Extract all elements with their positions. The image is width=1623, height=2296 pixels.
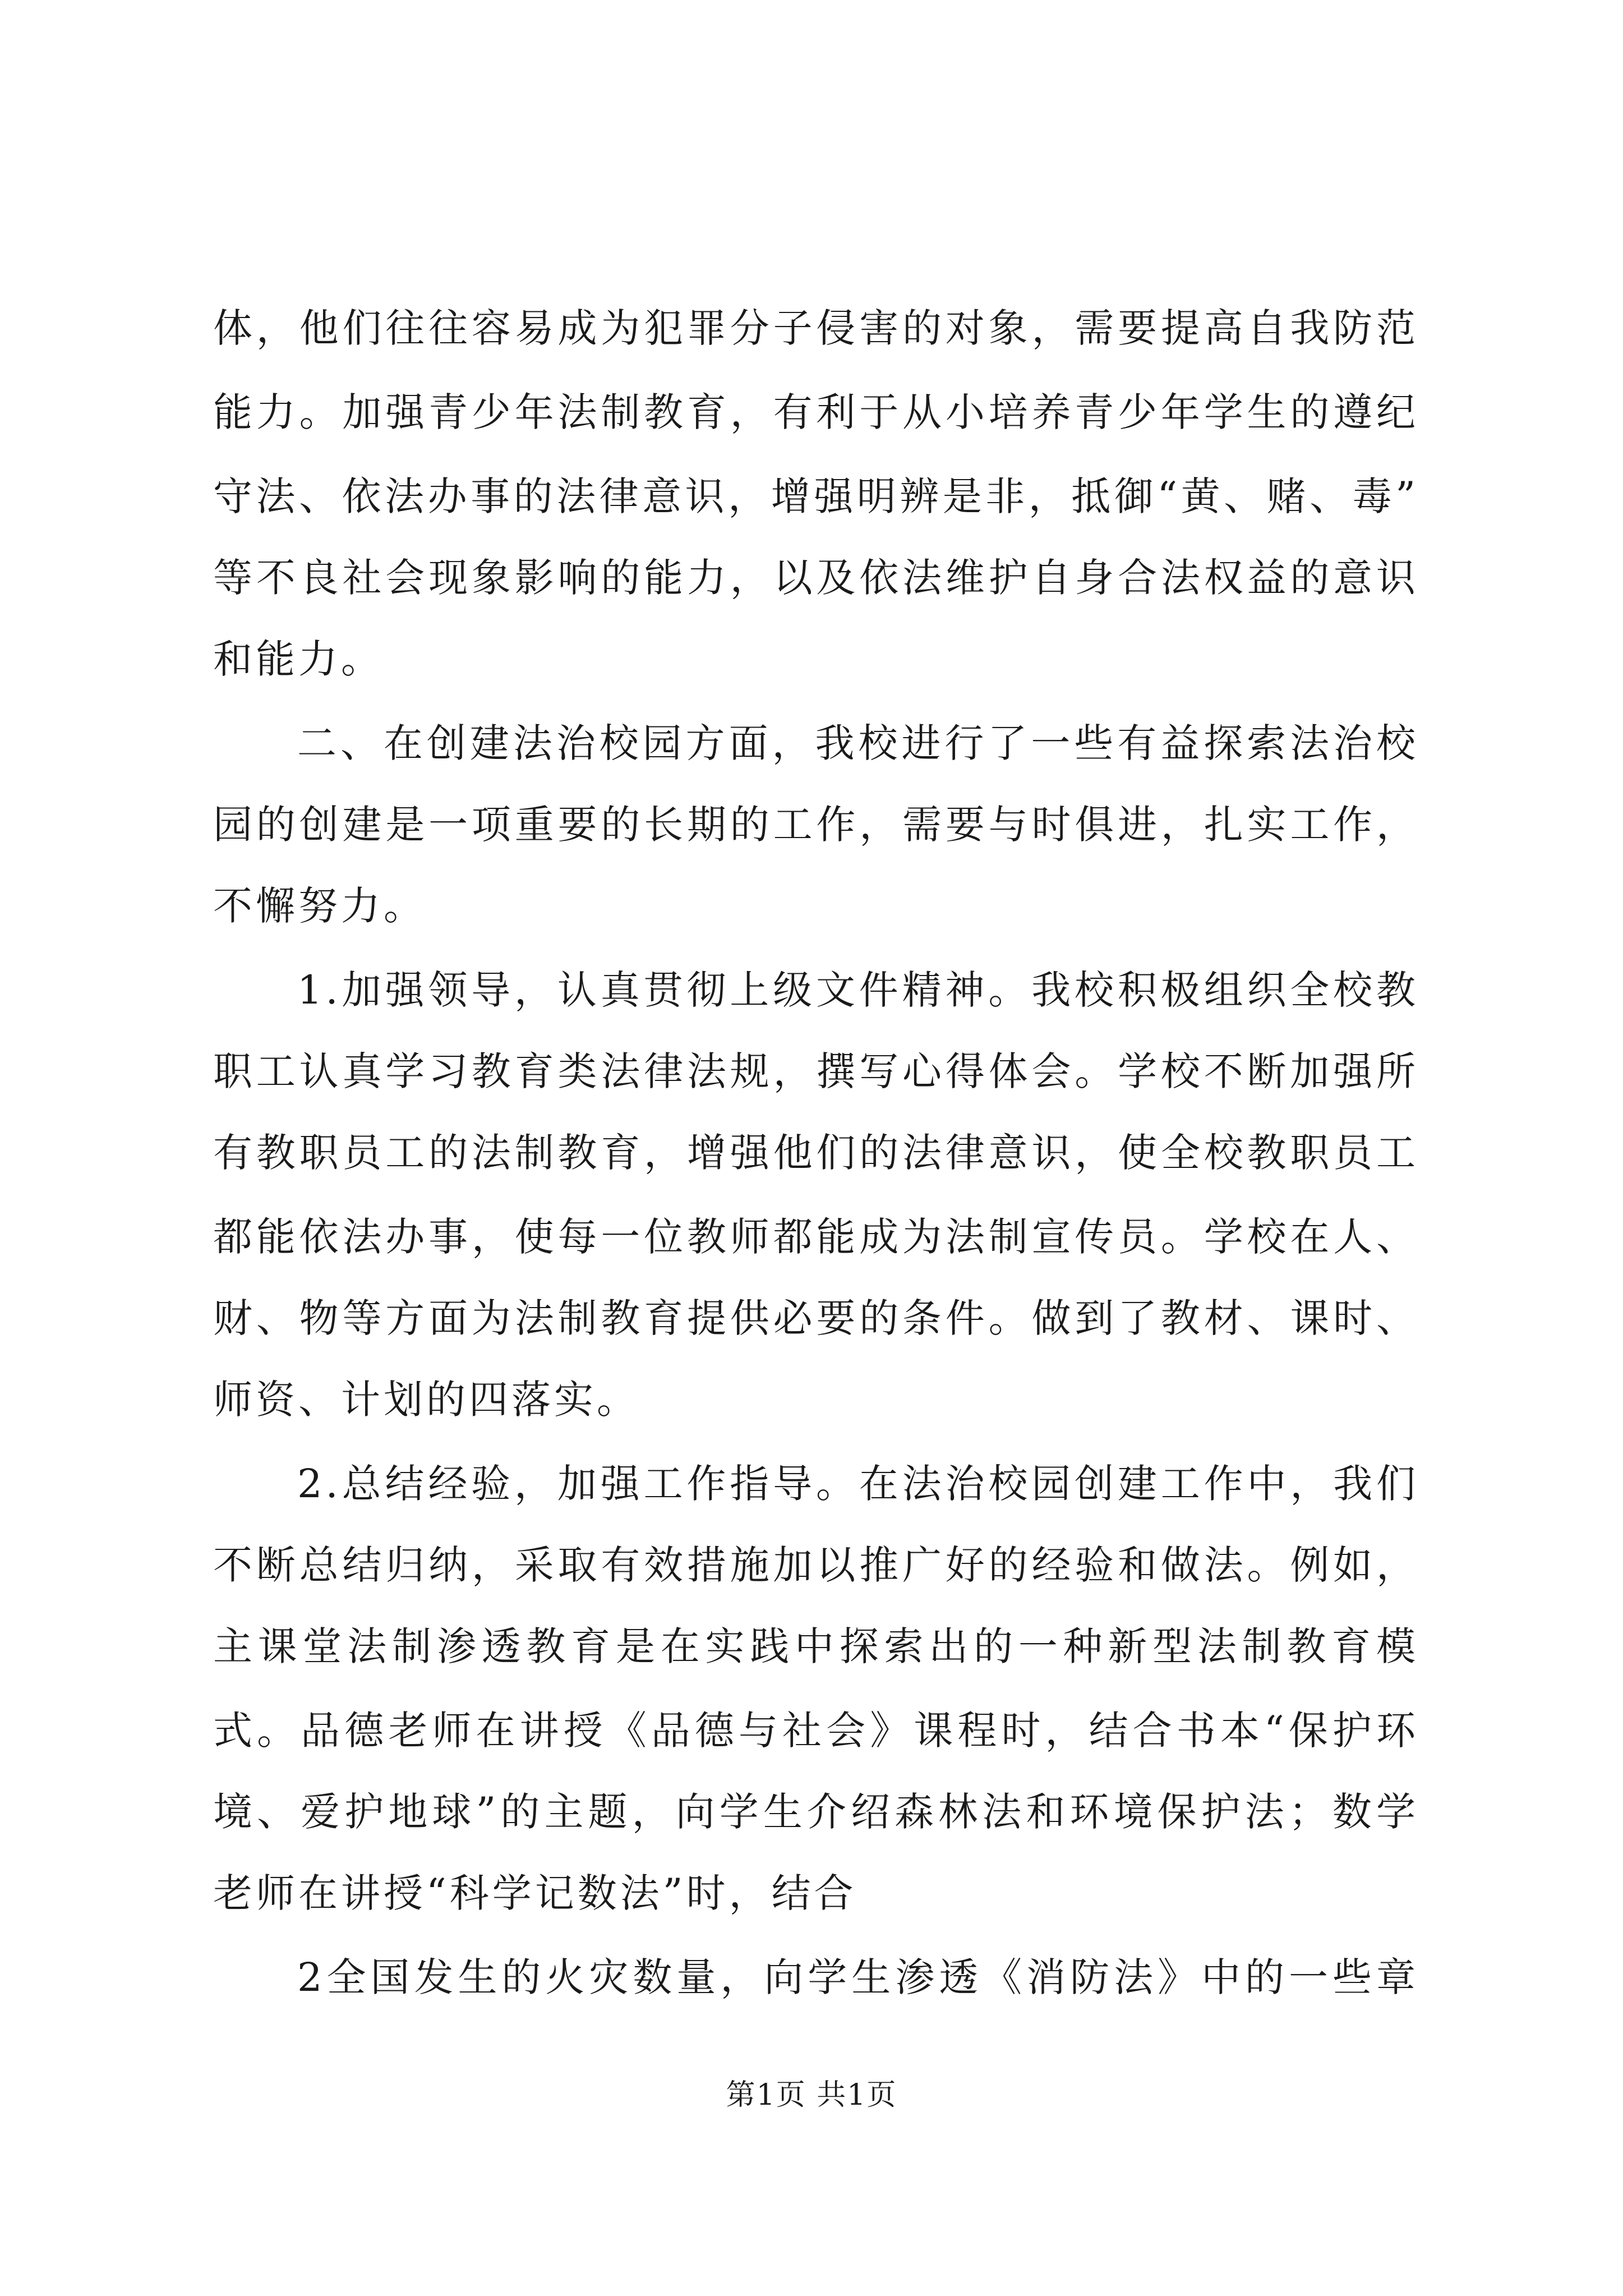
text-line: 等不良社会现象影响的能力，以及依法维护自身合法权益的意识 xyxy=(213,555,1419,601)
text-line: 式。品德老师在讲授《品德与社会》课程时，结合书本“保护环 xyxy=(213,1708,1419,1754)
text-line: 师资、计划的四落实。 xyxy=(213,1377,639,1423)
text-line: 1.加强领导，认真贯彻上级文件精神。我校积极组织全校教 xyxy=(297,967,1419,1013)
text-line: 老师在讲授“科学记数法”时，结合 xyxy=(213,1870,857,1916)
text-line: 2全国发生的火灾数量，向学生渗透《消防法》中的一些章 xyxy=(297,1954,1419,2000)
text-line: 不断总结归纳，采取有效措施加以推广好的经验和做法。例如， xyxy=(213,1542,1419,1588)
text-line: 2.总结经验，加强工作指导。在法治校园创建工作中，我们 xyxy=(297,1461,1419,1507)
text-line: 财、物等方面为法制教育提供必要的条件。做到了教材、课时、 xyxy=(213,1295,1419,1341)
text-line: 有教职员工的法制教育，增强他们的法律意识，使全校教职员工 xyxy=(213,1130,1419,1176)
text-line: 二、在创建法治校园方面，我校进行了一些有益探索法治校 xyxy=(297,720,1419,766)
text-line: 主课堂法制渗透教育是在实践中探索出的一种新型法制教育模 xyxy=(213,1623,1419,1669)
text-line: 都能依法办事，使每一位教师都能成为法制宣传员。学校在人、 xyxy=(213,1214,1419,1260)
text-line: 不懈努力。 xyxy=(213,883,426,929)
text-line: 和能力。 xyxy=(213,636,384,682)
text-line: 园的创建是一项重要的长期的工作，需要与时俱进，扎实工作， xyxy=(213,802,1419,848)
page-footer: 第1页 共1页 xyxy=(726,2078,897,2112)
text-line: 境、爱护地球”的主题，向学生介绍森林法和环境保护法；数学 xyxy=(213,1789,1419,1835)
text-line: 职工认真学习教育类法律法规，撰写心得体会。学校不断加强所 xyxy=(213,1048,1419,1094)
text-line: 能力。加强青少年法制教育，有利于从小培养青少年学生的遵纪 xyxy=(213,389,1419,435)
text-line: 体，他们往往容易成为犯罪分子侵害的对象，需要提高自我防范 xyxy=(213,305,1419,351)
text-line: 守法、依法办事的法律意识，增强明辨是非，抵御“黄、赌、毒” xyxy=(213,473,1419,519)
